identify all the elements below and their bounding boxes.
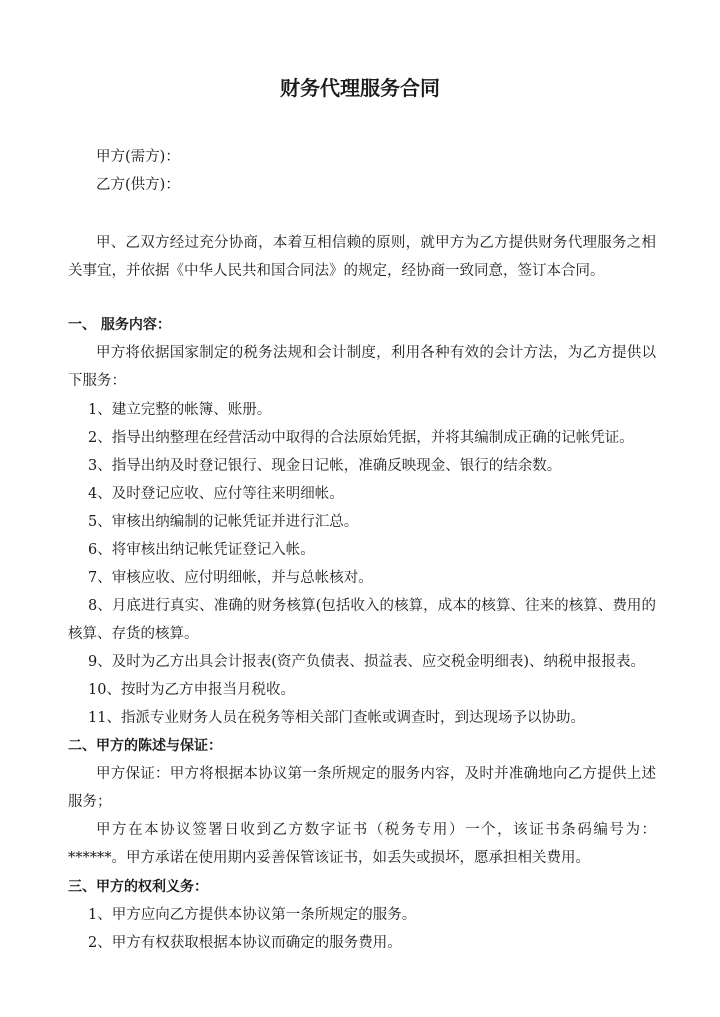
list-item: 8、月底进行真实、准确的财务核算(包括收入的核算，成本的核算、往来的核算、费用的核算、存货的核算。 — [68, 598, 656, 643]
section-2-paragraph-2: 甲方在本协议签署日收到乙方数字证书（税务专用）一个，该证书条码编号为：******。甲方承诺在使用期内妥善保管该证书，如丢失或损坏，愿承担相关费用。 — [68, 822, 656, 867]
list-item: 7、审核应收、应付明细帐，并与总帐核对。 — [88, 570, 373, 586]
list-item: 3、指导出纳及时登记银行、现金日记帐，准确反映现金、银行的结余数。 — [88, 458, 562, 474]
intro-paragraph: 甲、乙双方经过充分协商，本着互相信赖的原则，就甲方为乙方提供财务代理服务之相关事宜，并依据《中华人民共和国合同法》的规定，经协商一致同意，签订本合同。 — [68, 235, 656, 280]
document-title: 财务代理服务合同 — [280, 76, 440, 100]
list-item: 2、指导出纳整理在经营活动中取得的合法原始凭据，并将其编制成正确的记帐凭证。 — [88, 430, 634, 446]
party-b-label: 乙方(供方)： — [96, 177, 180, 193]
party-a-label: 甲方(需方)： — [96, 149, 180, 165]
list-item: 5、审核出纳编制的记帐凭证并进行汇总。 — [88, 514, 359, 530]
list-item: 4、及时登记应收、应付等往来明细帐。 — [88, 486, 344, 502]
list-item: 1、甲方应向乙方提供本协议第一条所规定的服务。 — [88, 907, 417, 923]
list-item: 2、甲方有权获取根据本协议而确定的服务费用。 — [88, 935, 402, 951]
section-2-heading: 二、甲方的陈述与保证： — [68, 738, 222, 754]
list-item: 6、将审核出纳记帐凭证登记入帐。 — [88, 542, 315, 558]
section-2-paragraph-1: 甲方保证：甲方将根据本协议第一条所规定的服务内容，及时并准确地向乙方提供上述服务； — [68, 766, 656, 811]
list-item: 11、指派专业财务人员在税务等相关部门查帐或调查时，到达现场予以协助。 — [88, 710, 585, 726]
list-item: 10、按时为乙方申报当月税收。 — [88, 682, 295, 698]
list-item: 9、及时为乙方出具会计报表(资产负债表、损益表、应交税金明细表)、纳税申报报表。 — [88, 654, 646, 670]
section-1-intro: 甲方将依据国家制定的税务法规和会计制度，利用各种有效的会计方法，为乙方提供以下服务： — [68, 345, 656, 390]
section-1-heading: 一、 服务内容： — [68, 317, 171, 333]
list-item: 1、建立完整的帐簿、账册。 — [88, 402, 272, 418]
section-3-heading: 三、甲方的权利义务： — [68, 879, 208, 895]
